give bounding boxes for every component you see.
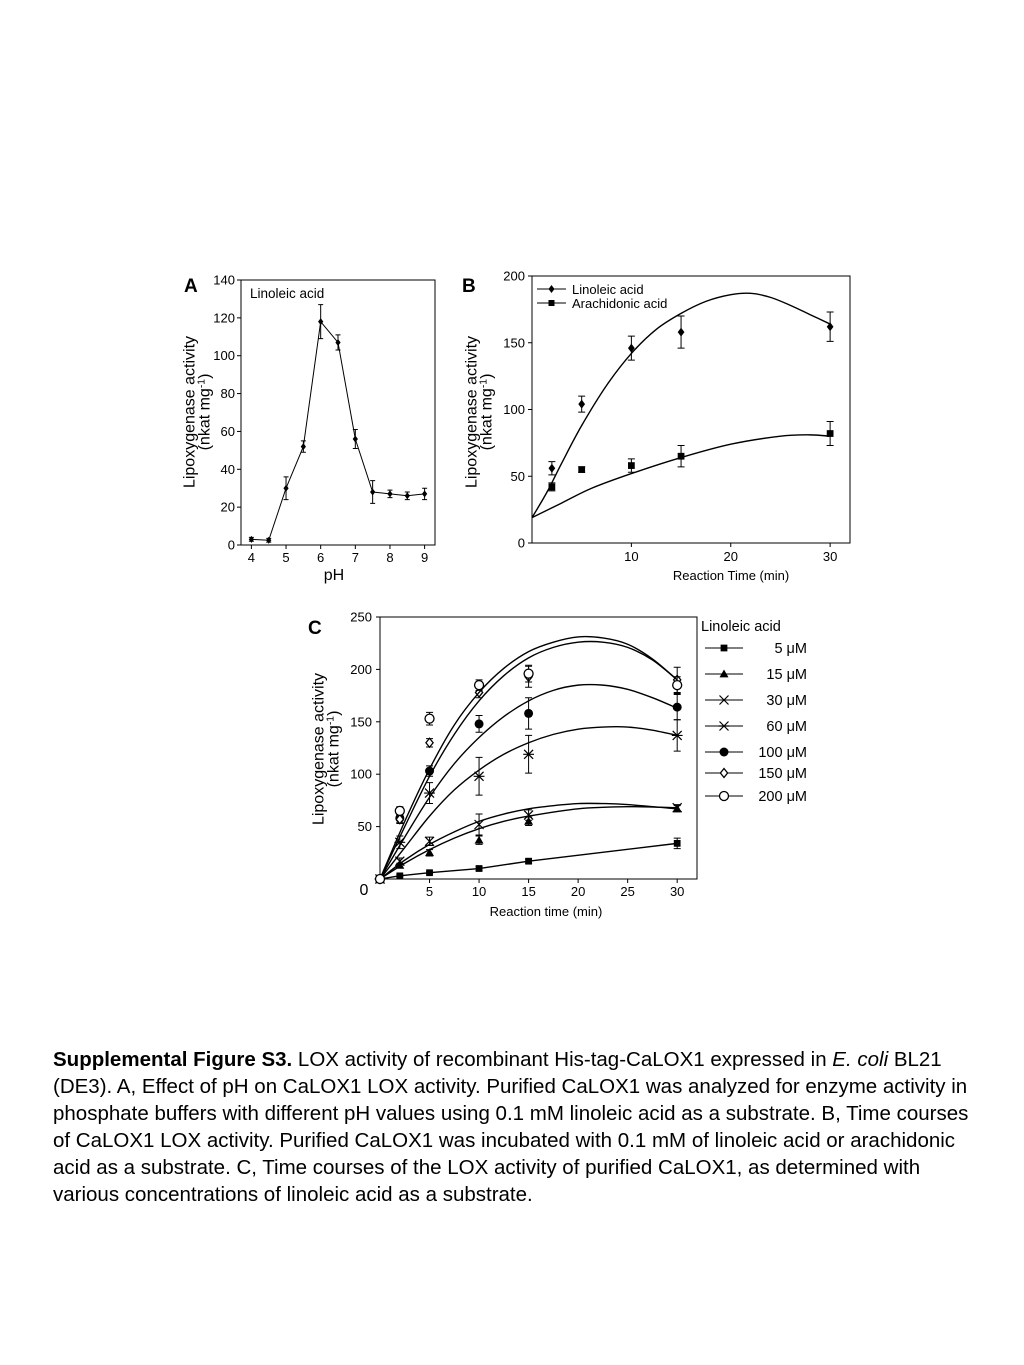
- y-axis-label: [463, 336, 495, 488]
- data-point: [283, 485, 288, 492]
- y-axis-label: [310, 673, 342, 825]
- data-point: [395, 806, 404, 815]
- origin-label: 0: [359, 882, 369, 899]
- y-tick-label: 20: [220, 499, 235, 515]
- legend-marker: [720, 792, 729, 801]
- y-tick-label: 80: [220, 386, 235, 402]
- data-point: [525, 858, 532, 865]
- caption-text-1: LOX activity of recombinant His-tag-CaLOX1 expressed in: [292, 1048, 833, 1071]
- data-point: [475, 681, 484, 690]
- legend-label: 100 μM: [758, 745, 807, 761]
- data-point: [249, 536, 254, 543]
- legend-marker: [719, 722, 730, 731]
- data-point: [673, 703, 682, 712]
- legend-marker: [720, 769, 727, 778]
- data-point: [422, 490, 427, 497]
- data-point: [370, 489, 375, 496]
- panel-b: [462, 269, 850, 584]
- data-point: [673, 681, 682, 690]
- data-point: [266, 537, 271, 544]
- y-tick-label: 200: [503, 268, 525, 284]
- legend-marker: [720, 670, 729, 678]
- y-tick-label: 100: [503, 402, 525, 417]
- y-tick-label: 100: [213, 348, 235, 364]
- legend-label: 200 μM: [758, 789, 807, 805]
- x-tick-label: 30: [822, 549, 838, 564]
- y-tick-label: 0: [227, 537, 235, 553]
- y-axis-label-line1: Lipoxygenase activity: [463, 335, 481, 489]
- figure-caption: [53, 1046, 988, 1208]
- data-point: [387, 490, 392, 497]
- data-point: [578, 466, 585, 473]
- x-tick-label: 20: [723, 549, 738, 564]
- y-tick-label: 150: [503, 335, 525, 351]
- y-axis-label-superscript: -1: [196, 378, 208, 389]
- data-point: [678, 453, 685, 460]
- y-axis-label-close: ): [325, 710, 343, 716]
- legend-marker: [549, 300, 555, 306]
- data-point: [353, 436, 358, 443]
- x-tick-label: 10: [624, 549, 639, 564]
- x-tick-label: 8: [386, 550, 394, 565]
- y-axis-label-line2: (nkat mg: [478, 388, 496, 451]
- y-tick-label: 140: [213, 272, 235, 288]
- y-axis-label-superscript: -1: [325, 715, 337, 726]
- legend-label: 60 μM: [766, 719, 807, 735]
- y-tick-label: 100: [350, 766, 372, 782]
- series-line: [251, 322, 424, 541]
- data-point: [476, 865, 483, 872]
- x-tick-label: 5: [282, 550, 290, 565]
- y-tick-label: 250: [350, 609, 372, 625]
- legend-label: Linoleic acid: [572, 282, 644, 297]
- x-tick-label: 9: [420, 550, 429, 565]
- x-tick-label: 4: [247, 550, 256, 565]
- y-tick-label: 150: [350, 714, 372, 730]
- x-axis-label: pH: [323, 567, 345, 584]
- caption-label: Supplemental Figure S3.: [53, 1048, 293, 1071]
- x-tick-label: 6: [317, 550, 325, 565]
- y-axis-label-superscript: -1: [478, 378, 490, 389]
- caption-text-2: BL21 (DE3). A, Effect of pH on CaLOX1 LOX activity. Purified CaLOX1 was analyzed for enzyme activity in phosphate buffers with different pH values using 0.1 mM linoleic acid as a substrate. B, Time courses of CaLOX1 LOX activity. Purified CaLOX1 was incubated with 0.1 mM of linoleic acid or arachidonic acid as a substrate. C, Time courses of the LOX activity of purified CaLOX1, as determined with various concentrations of linoleic acid as a substrate.: [53, 1048, 969, 1206]
- data-point: [396, 872, 403, 879]
- data-point: [549, 464, 556, 473]
- y-axis-label-close: ): [478, 373, 496, 379]
- x-tick-label: 7: [351, 550, 359, 565]
- y-axis-label-line2: (nkat mg: [196, 388, 214, 451]
- data-point: [628, 462, 635, 469]
- x-tick-label: 10: [471, 884, 487, 899]
- legend-label: 150 μM: [758, 766, 807, 782]
- y-axis-label-line1: Lipoxygenase activity: [310, 672, 328, 826]
- caption-species: E. coli: [832, 1048, 889, 1071]
- x-tick-label: 5: [425, 884, 434, 899]
- y-axis-label-line1: Lipoxygenase activity: [181, 335, 199, 489]
- legend-marker: [549, 285, 555, 293]
- data-point: [426, 738, 433, 747]
- x-tick-label: 20: [570, 884, 586, 899]
- legend-marker: [720, 748, 729, 757]
- y-tick-label: 50: [357, 819, 372, 835]
- y-tick-label: 120: [213, 310, 235, 326]
- y-tick-label: 0: [517, 535, 525, 551]
- x-axis-label: Reaction Time (min): [672, 568, 790, 583]
- y-axis-label: [181, 336, 213, 488]
- data-point: [376, 875, 385, 884]
- data-point: [301, 443, 306, 450]
- data-point: [426, 869, 433, 876]
- panel-a-letter: A: [184, 276, 198, 297]
- data-point: [678, 328, 685, 337]
- panel-c: [308, 610, 807, 920]
- data-point: [425, 714, 434, 723]
- data-point: [524, 709, 533, 718]
- legend-marker: [721, 645, 728, 652]
- annotation-linoleic-acid: Linoleic acid: [250, 286, 325, 301]
- x-axis-label: Reaction time (min): [489, 904, 603, 919]
- data-point: [827, 430, 834, 437]
- x-tick-label: 30: [669, 884, 685, 899]
- data-point: [549, 484, 556, 491]
- panel-c-letter: C: [308, 618, 322, 639]
- panel-a: [181, 273, 435, 585]
- y-tick-label: 200: [350, 661, 372, 677]
- plot-frame: [532, 276, 850, 543]
- y-axis-label-close: ): [196, 373, 214, 379]
- legend-label: 5 μM: [774, 641, 807, 657]
- legend-title: Linoleic acid: [701, 619, 781, 635]
- y-tick-label: 40: [220, 461, 235, 477]
- data-point: [405, 492, 410, 499]
- legend-label: Arachidonic acid: [572, 296, 668, 311]
- data-point: [674, 840, 681, 847]
- data-point: [475, 719, 484, 728]
- data-point: [578, 400, 585, 409]
- legend-label: 30 μM: [766, 693, 807, 709]
- legend-label: 15 μM: [766, 667, 807, 683]
- panel-b-letter: B: [462, 276, 476, 297]
- x-tick-label: 25: [620, 884, 635, 899]
- y-tick-label: 50: [510, 468, 525, 484]
- y-tick-label: 60: [220, 423, 235, 439]
- data-point: [475, 836, 484, 844]
- x-tick-label: 15: [521, 884, 536, 899]
- y-axis-label-line2: (nkat mg: [325, 725, 343, 788]
- plot-frame: [241, 280, 435, 545]
- data-point: [524, 669, 533, 678]
